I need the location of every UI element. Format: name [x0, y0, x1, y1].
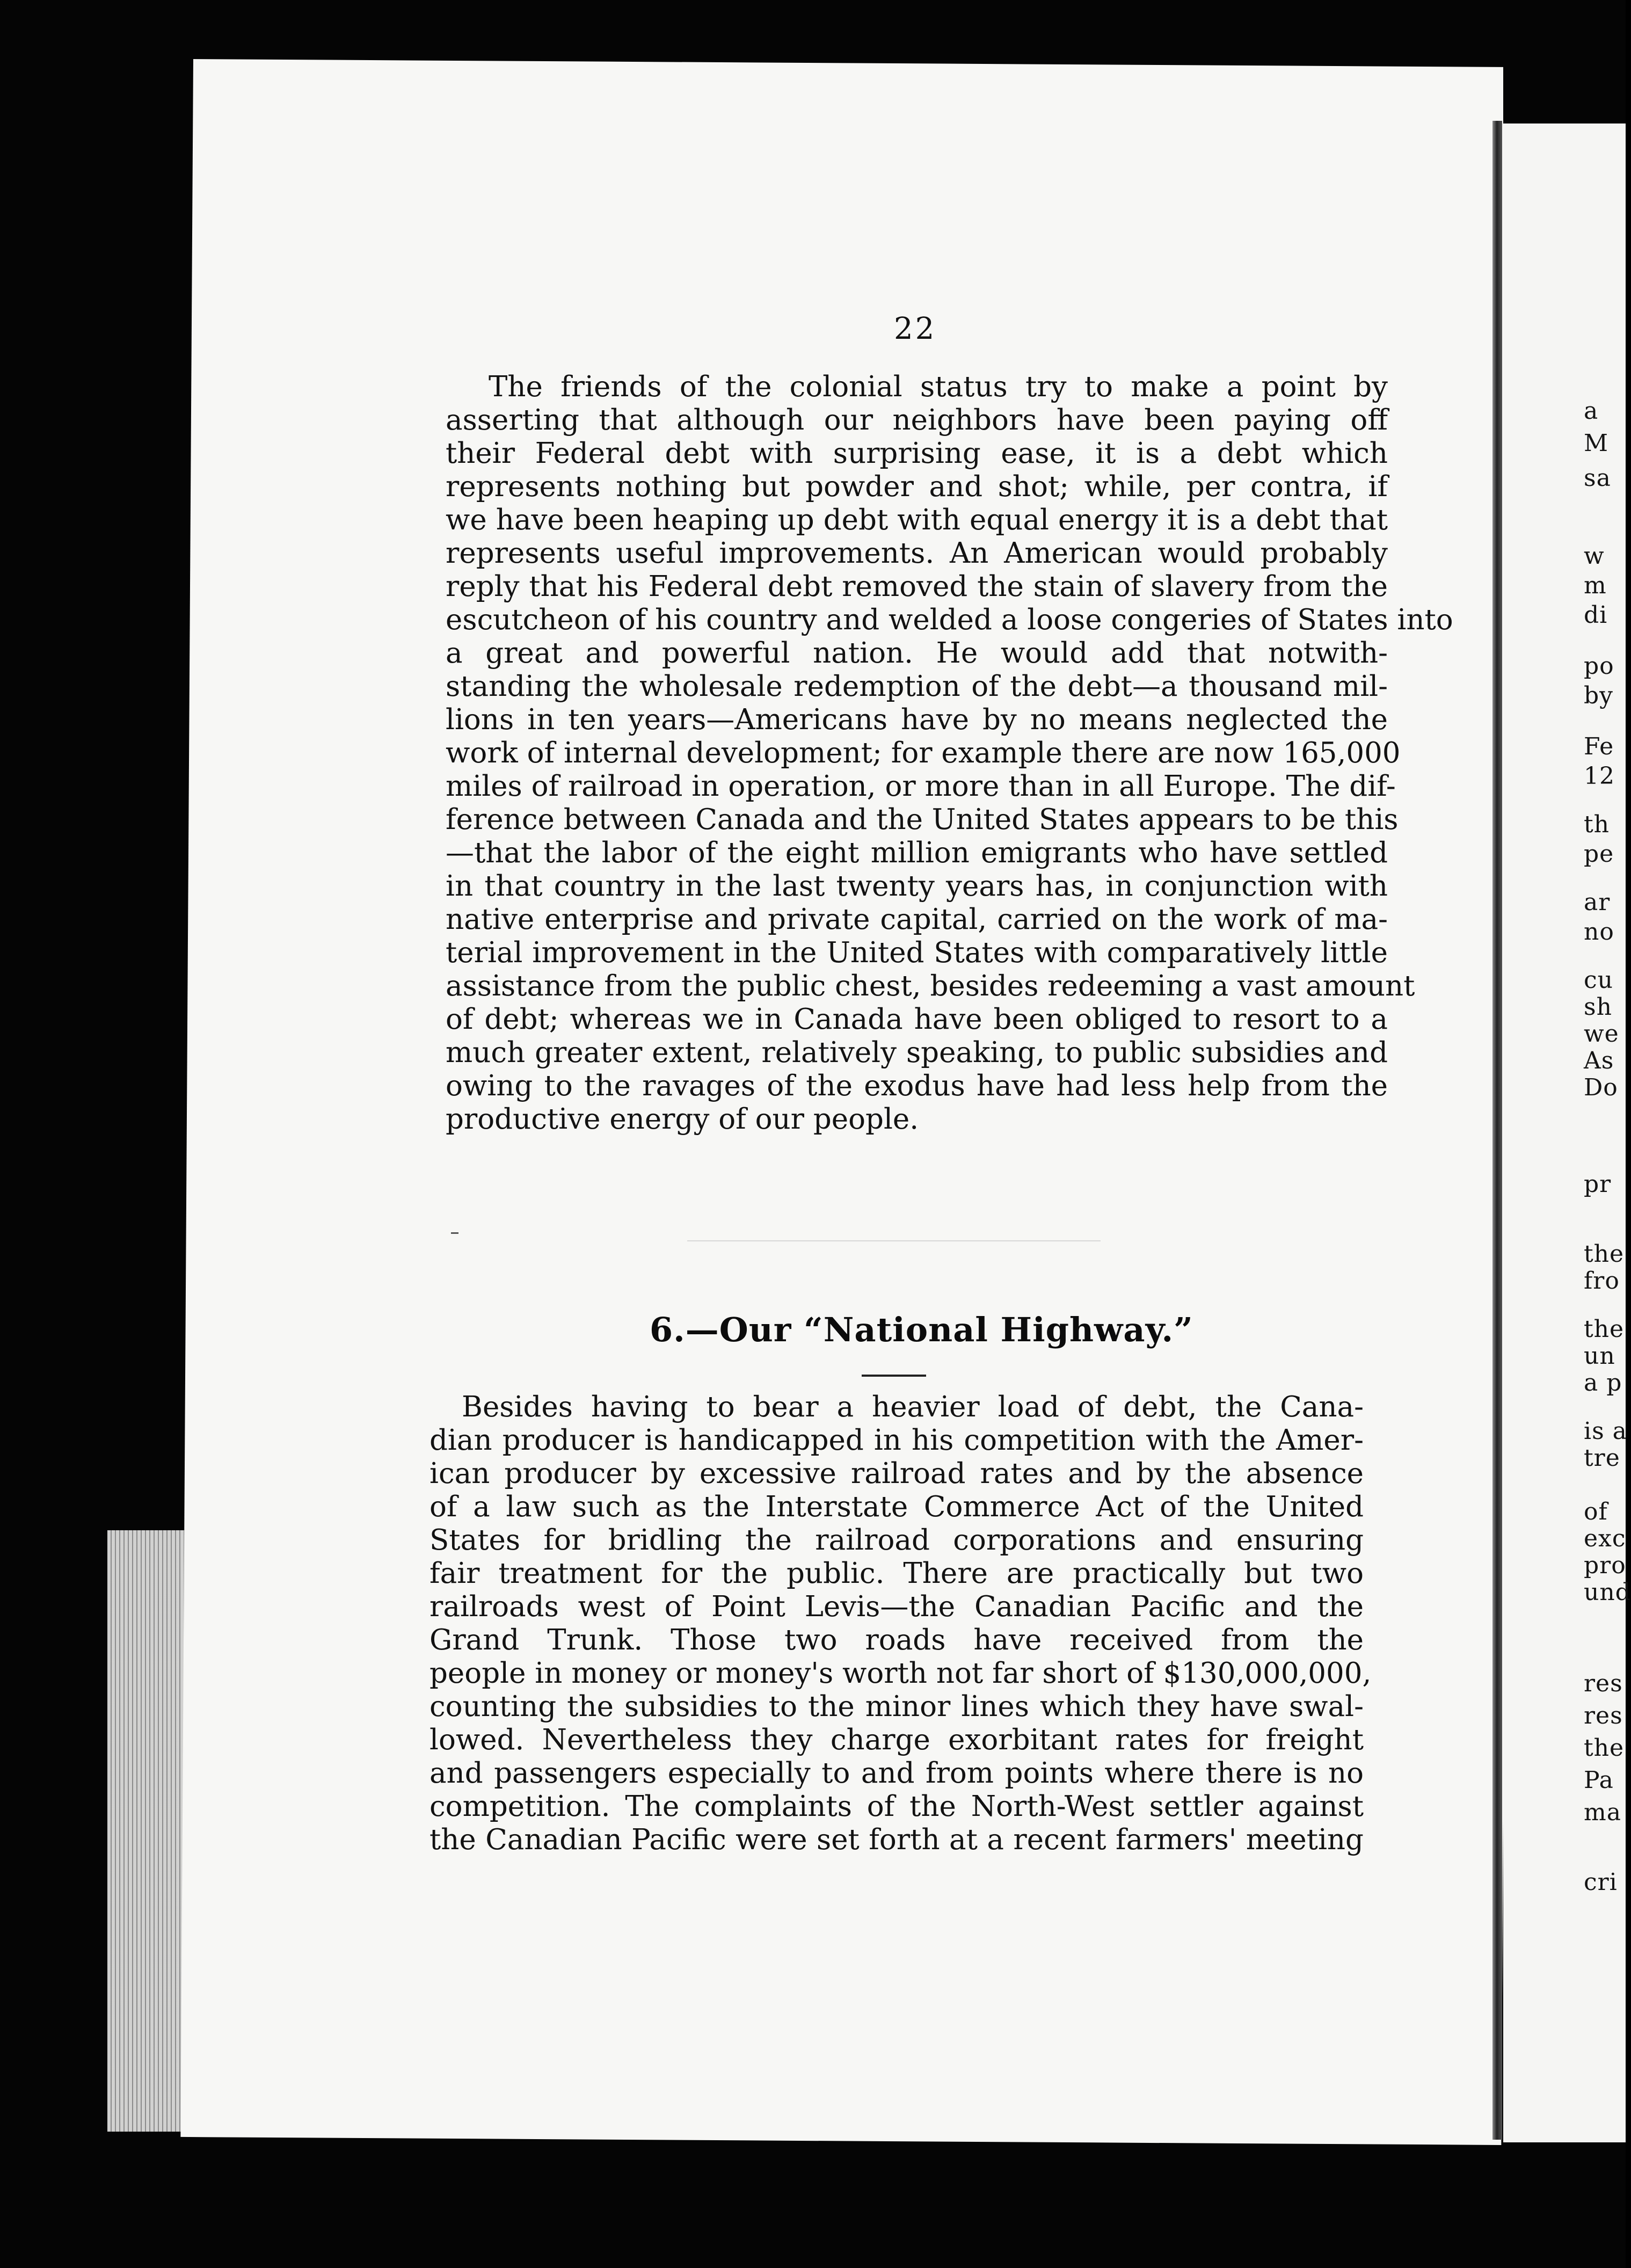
text-line: The friends of the colonial status try to make a point by — [489, 370, 1388, 403]
text-line: people in money or money's worth not far short of $130,000,000, — [429, 1657, 1372, 1690]
right-page-top-shadow — [1503, 0, 1626, 123]
text-line: reply that his Federal debt removed the stain of slavery from the — [446, 570, 1388, 603]
right-page-fragment: As — [1584, 1047, 1614, 1074]
text-line: productive energy of our people. — [446, 1103, 919, 1136]
text-line: Grand Trunk. Those two roads have received from the — [429, 1624, 1364, 1656]
text-line: fair treatment for the public. There are practically but two — [429, 1557, 1364, 1590]
right-page-fragment: pro — [1584, 1552, 1626, 1579]
right-page-fragment: sa — [1584, 464, 1611, 492]
text-line: States for bridling the railroad corporations and ensuring — [429, 1524, 1364, 1557]
text-line: lions in ten years—Americans have by no means neglected the — [446, 703, 1388, 736]
right-page-fragment: 12 — [1584, 762, 1615, 790]
text-line: ference between Canada and the United States appears to be this — [446, 803, 1399, 836]
right-page-fragment: the — [1584, 1734, 1625, 1762]
text-line: counting the subsidies to the minor lines which they have swal- — [429, 1690, 1364, 1723]
paragraph-national-highway — [429, 1391, 1372, 1857]
right-page-fragment: th — [1584, 811, 1610, 838]
right-page-fragment: a — [1584, 397, 1599, 425]
right-page-fragment: no — [1584, 918, 1614, 946]
page-edges — [107, 1530, 193, 2132]
text-line: miles of railroad in operation, or more than in all Europe. The dif- — [446, 770, 1396, 803]
right-page-fragment: cri — [1584, 1869, 1618, 1896]
text-line: escutcheon of his country and welded a loose congeries of States into — [446, 604, 1453, 636]
text-line: the Canadian Pacific were set forth at a recent farmers' meeting — [429, 1823, 1364, 1856]
page-number: 22 — [894, 311, 937, 346]
right-page-fragment: di — [1584, 601, 1608, 629]
right-page-fragment: m — [1584, 572, 1607, 599]
right-page-fragment: pr — [1584, 1171, 1612, 1198]
text-line: work of internal development; for example there are now 165,000 — [446, 737, 1401, 769]
right-page-fragment: Fe — [1584, 733, 1614, 760]
book-gutter — [1492, 121, 1502, 2140]
right-page-fragment: res — [1584, 1670, 1623, 1697]
right-page-fragment: the — [1584, 1240, 1625, 1268]
text-line: lowed. Nevertheless they charge exorbitant rates for freight — [429, 1724, 1364, 1756]
right-page-fragment: is a — [1584, 1418, 1627, 1445]
right-page-fragment: exc — [1584, 1525, 1626, 1552]
text-line: competition. The complaints of the North-West settler against — [429, 1790, 1364, 1823]
right-page-fragment: the — [1584, 1315, 1625, 1343]
text-line: —that the labor of the eight million emigrants who have settled — [446, 837, 1388, 869]
margin-mark — [451, 1232, 458, 1234]
text-line: native enterprise and private capital, carried on the work of ma- — [446, 903, 1388, 936]
right-page-fragment: we — [1584, 1020, 1619, 1048]
right-page-fragment: res — [1584, 1702, 1623, 1729]
text-line: and passengers especially to and from points where there is no — [429, 1757, 1364, 1790]
text-line: in that country in the last twenty years has, in conjunction with — [446, 870, 1388, 903]
text-line: standing the wholesale redemption of the debt—a thousand mil- — [446, 670, 1388, 703]
right-page-fragment: und — [1584, 1579, 1631, 1606]
right-page-fragment: Do — [1584, 1074, 1618, 1101]
right-page-fragment: w — [1584, 542, 1605, 570]
right-page-fragment: ar — [1584, 889, 1611, 916]
right-page-fragment: tre — [1584, 1444, 1620, 1472]
right-page-fragment: by — [1584, 682, 1614, 709]
text-line: we have been heaping up debt with equal energy it is a debt that — [446, 504, 1388, 536]
text-line: owing to the ravages of the exodus have had less help from the — [446, 1070, 1388, 1102]
right-page-fragment: ma — [1584, 1799, 1621, 1826]
right-page-fragment: un — [1584, 1342, 1615, 1370]
right-page-fragment: a p — [1584, 1369, 1622, 1397]
right-page-fragment: pe — [1584, 840, 1614, 868]
right-page-bottom-shadow — [1503, 2142, 1626, 2268]
right-page — [1503, 0, 1626, 2268]
right-page-fragment: M — [1584, 430, 1609, 457]
text-line: asserting that although our neighbors have been paying off — [446, 404, 1388, 437]
text-line: a great and powerful nation. He would add that notwith- — [446, 637, 1388, 670]
text-line: ican producer by excessive railroad rates and by the absence — [429, 1457, 1364, 1490]
right-page-fragment: Pa — [1584, 1767, 1614, 1794]
heading-underline — [862, 1375, 926, 1377]
right-page-fragment: of — [1584, 1498, 1608, 1525]
text-line: represents useful improvements. An American would probably — [446, 537, 1388, 570]
text-line: much greater extent, relatively speaking, to public subsidies and — [446, 1036, 1388, 1069]
section-heading: 6.—Our “National Highway.” — [650, 1310, 1193, 1349]
text-line: dian producer is handicapped in his competition with the Amer- — [429, 1424, 1364, 1457]
text-line: assistance from the public chest, besides redeeming a vast amount — [446, 970, 1415, 1002]
right-page-fragment: po — [1584, 652, 1614, 680]
text-line: terial improvement in the United States with comparatively little — [446, 936, 1388, 969]
text-line: their Federal debt with surprising ease, it is a debt which — [446, 437, 1388, 470]
text-line: represents nothing but powder and shot; while, per contra, if — [446, 470, 1388, 503]
right-page-fragment: cu — [1584, 966, 1613, 994]
right-page-fragment: fro — [1584, 1267, 1620, 1295]
text-line: of debt; whereas we in Canada have been obliged to resort to a — [446, 1003, 1388, 1036]
right-page-fragment: sh — [1584, 993, 1612, 1021]
text-line: railroads west of Point Levis—the Canadian Pacific and the — [429, 1590, 1364, 1623]
bleed-through-rule — [687, 1240, 1101, 1241]
text-line: Besides having to bear a heavier load of debt, the Cana- — [462, 1391, 1364, 1423]
text-line: of a law such as the Interstate Commerce Act of the United — [429, 1491, 1364, 1523]
paragraph-colonial-status — [446, 370, 1453, 1136]
